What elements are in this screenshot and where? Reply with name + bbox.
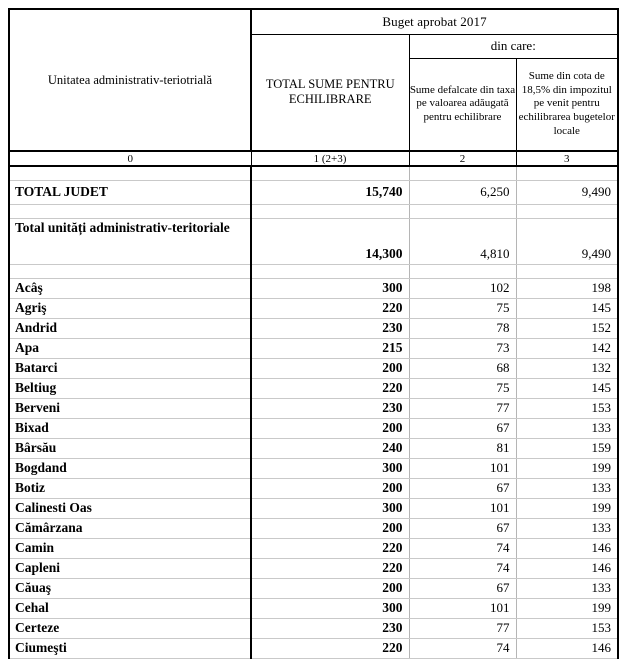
row-income-tax: 146 (516, 538, 618, 558)
table-row (9, 398, 618, 418)
row-vat: 75 (409, 298, 516, 318)
row-income-tax: 152 (516, 318, 618, 338)
header-sub-column-income-tax: Sume din cota de 18,5% din impozitul pe venit pentru echilibrarea bugetelor locale (516, 58, 618, 151)
row-total: 300 (251, 498, 409, 518)
row-income-tax: 9,490 (516, 180, 618, 204)
row-total: 230 (251, 318, 409, 338)
row-vat: 68 (409, 358, 516, 378)
row-income-tax: 199 (516, 498, 618, 518)
column-numbering-row (9, 151, 618, 166)
row-income-tax: 198 (516, 278, 618, 298)
table-row-total-units (9, 218, 618, 264)
row-label: TOTAL JUDET (9, 180, 251, 204)
table-row-total-judet (9, 180, 618, 204)
table-row (9, 338, 618, 358)
table-row (9, 618, 618, 638)
header-total-column: TOTAL SUME PENTRU ECHILIBRARE (251, 34, 409, 151)
row-income-tax: 145 (516, 378, 618, 398)
spacer-v1 (251, 264, 409, 278)
row-vat: 101 (409, 598, 516, 618)
row-label: Camin (9, 538, 251, 558)
row-income-tax: 159 (516, 438, 618, 458)
row-label: Acâş (9, 278, 251, 298)
col-number-3: 3 (516, 151, 618, 166)
row-vat: 74 (409, 538, 516, 558)
row-income-tax: 133 (516, 518, 618, 538)
row-label: Ciumeşti (9, 638, 251, 658)
row-income-tax: 9,490 (516, 218, 618, 264)
spacer-v2 (409, 166, 516, 180)
table-row (9, 578, 618, 598)
row-income-tax: 133 (516, 578, 618, 598)
row-label: Bixad (9, 418, 251, 438)
row-total: 14,300 (251, 218, 409, 264)
row-vat: 77 (409, 398, 516, 418)
row-vat: 75 (409, 378, 516, 398)
row-label: Bârsău (9, 438, 251, 458)
header-sub-column-vat: Sume defalcate din taxa pe valoarea adăugată pentru echilibrare (409, 58, 516, 151)
row-vat: 77 (409, 618, 516, 638)
row-vat: 78 (409, 318, 516, 338)
row-total: 200 (251, 478, 409, 498)
spacer-row (9, 204, 618, 218)
spacer-v1 (251, 166, 409, 180)
row-label: Capleni (9, 558, 251, 578)
spacer-v3 (516, 264, 618, 278)
row-total: 200 (251, 358, 409, 378)
row-label: Agriş (9, 298, 251, 318)
row-label: Certeze (9, 618, 251, 638)
row-total: 215 (251, 338, 409, 358)
row-label: Calinesti Oas (9, 498, 251, 518)
header-row-title (9, 9, 618, 34)
row-income-tax: 133 (516, 418, 618, 438)
header-din-care: din care: (409, 34, 618, 58)
row-label: Botiz (9, 478, 251, 498)
row-vat: 101 (409, 498, 516, 518)
row-total: 300 (251, 278, 409, 298)
row-total: 15,740 (251, 180, 409, 204)
table-row (9, 638, 618, 658)
row-total: 200 (251, 518, 409, 538)
table-row (9, 518, 618, 538)
row-vat: 74 (409, 638, 516, 658)
row-vat: 73 (409, 338, 516, 358)
row-label: Cămârzana (9, 518, 251, 538)
col-number-2: 2 (409, 151, 516, 166)
row-vat: 81 (409, 438, 516, 458)
row-income-tax: 133 (516, 478, 618, 498)
row-total: 220 (251, 638, 409, 658)
row-label: Cehal (9, 598, 251, 618)
row-total: 220 (251, 378, 409, 398)
row-income-tax: 199 (516, 598, 618, 618)
row-vat: 67 (409, 478, 516, 498)
row-vat: 67 (409, 518, 516, 538)
table-row (9, 278, 618, 298)
row-label: Total unități administrativ-teritoriale (9, 218, 251, 264)
col-number-1: 1 (2+3) (251, 151, 409, 166)
row-total: 220 (251, 538, 409, 558)
row-label: Căuaş (9, 578, 251, 598)
row-total: 230 (251, 398, 409, 418)
row-income-tax: 153 (516, 618, 618, 638)
table-row (9, 378, 618, 398)
row-vat: 102 (409, 278, 516, 298)
row-label: Andrid (9, 318, 251, 338)
table-row (9, 598, 618, 618)
table-row (9, 478, 618, 498)
spacer-name (9, 264, 251, 278)
row-income-tax: 132 (516, 358, 618, 378)
row-income-tax: 142 (516, 338, 618, 358)
row-total: 300 (251, 598, 409, 618)
table-row (9, 438, 618, 458)
row-vat: 67 (409, 578, 516, 598)
row-vat: 6,250 (409, 180, 516, 204)
budget-table (8, 8, 619, 659)
row-label: Bogdand (9, 458, 251, 478)
spacer-v2 (409, 264, 516, 278)
row-income-tax: 145 (516, 298, 618, 318)
row-vat: 74 (409, 558, 516, 578)
row-vat: 4,810 (409, 218, 516, 264)
spacer-v2 (409, 204, 516, 218)
table-row (9, 298, 618, 318)
row-total: 230 (251, 618, 409, 638)
spacer-v3 (516, 166, 618, 180)
spacer-name (9, 204, 251, 218)
table-row (9, 498, 618, 518)
table-row (9, 458, 618, 478)
table-row (9, 538, 618, 558)
table-row (9, 358, 618, 378)
row-label: Batarci (9, 358, 251, 378)
row-total: 220 (251, 558, 409, 578)
spacer-row (9, 264, 618, 278)
table-row (9, 558, 618, 578)
table-row (9, 418, 618, 438)
row-total: 200 (251, 418, 409, 438)
row-label: Beltiug (9, 378, 251, 398)
row-label: Berveni (9, 398, 251, 418)
row-vat: 101 (409, 458, 516, 478)
spacer-name (9, 166, 251, 180)
row-total: 240 (251, 438, 409, 458)
row-total: 300 (251, 458, 409, 478)
header-budget-title: Buget aprobat 2017 (251, 9, 618, 34)
row-vat: 67 (409, 418, 516, 438)
row-income-tax: 146 (516, 638, 618, 658)
spacer-row (9, 166, 618, 180)
row-income-tax: 153 (516, 398, 618, 418)
spacer-v1 (251, 204, 409, 218)
header-unit-column: Unitatea administrativ-teriotrială (9, 9, 251, 151)
row-total: 200 (251, 578, 409, 598)
row-total: 220 (251, 298, 409, 318)
row-income-tax: 199 (516, 458, 618, 478)
table-row (9, 318, 618, 338)
row-income-tax: 146 (516, 558, 618, 578)
row-label: Apa (9, 338, 251, 358)
col-number-0: 0 (9, 151, 251, 166)
spacer-v3 (516, 204, 618, 218)
